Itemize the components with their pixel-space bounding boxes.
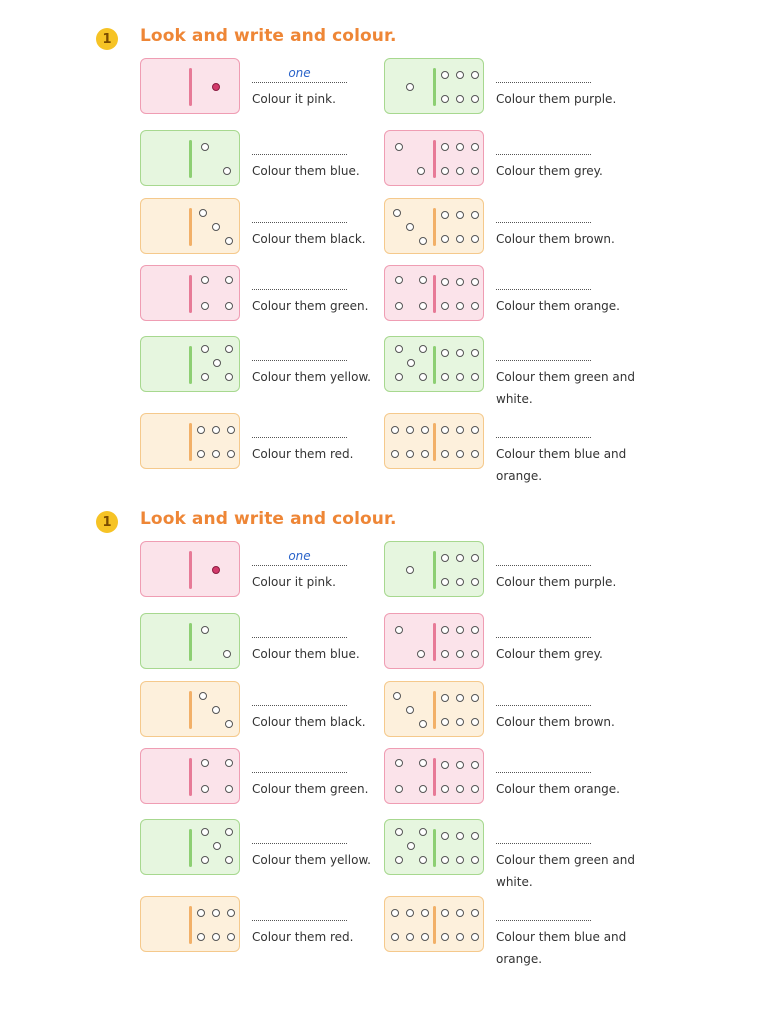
domino-divider — [189, 423, 192, 461]
answer-line[interactable]: one — [252, 66, 347, 83]
exercise-section — [0, 483, 768, 966]
domino-pip — [225, 373, 233, 381]
domino-pip — [395, 785, 403, 793]
domino-pip — [441, 302, 449, 310]
domino-pip — [406, 426, 414, 434]
domino-pip — [419, 237, 427, 245]
domino-divider — [189, 140, 192, 178]
domino-pip — [471, 650, 479, 658]
domino-pip — [419, 828, 427, 836]
domino-divider — [433, 423, 436, 461]
domino-item — [384, 748, 644, 818]
colour-instruction: Colour them blue. — [252, 164, 360, 178]
domino-pip — [395, 143, 403, 151]
domino-tile[interactable] — [140, 819, 240, 875]
domino-pip — [395, 856, 403, 864]
answer-line[interactable] — [496, 904, 591, 921]
answer-line[interactable] — [252, 206, 347, 223]
domino-divider — [433, 346, 436, 384]
domino-divider — [433, 275, 436, 313]
domino-pip — [456, 785, 464, 793]
domino-tile[interactable] — [140, 336, 240, 392]
domino-pip — [197, 426, 205, 434]
domino-item — [384, 265, 644, 335]
domino-pip — [406, 83, 414, 91]
domino-item — [140, 336, 400, 406]
domino-pip — [395, 302, 403, 310]
domino-pip — [199, 209, 207, 217]
domino-pip — [441, 554, 449, 562]
colour-instruction: Colour them green. — [252, 299, 369, 313]
exercise-title: Look and write and colour. — [140, 509, 397, 529]
domino-pip — [223, 167, 231, 175]
domino-pip — [441, 718, 449, 726]
domino-pip — [225, 237, 233, 245]
domino-item — [384, 896, 644, 966]
domino-pip — [223, 650, 231, 658]
answer-line[interactable] — [496, 206, 591, 223]
domino-pip — [471, 167, 479, 175]
domino-pip — [471, 785, 479, 793]
domino-divider — [433, 829, 436, 867]
domino-divider — [189, 906, 192, 944]
domino-pip — [441, 143, 449, 151]
domino-pip — [225, 856, 233, 864]
domino-pip — [417, 167, 425, 175]
domino-pip — [441, 373, 449, 381]
colour-instruction: Colour them red. — [252, 447, 354, 461]
domino-pip — [419, 856, 427, 864]
domino-item — [384, 198, 644, 268]
colour-instruction: Colour them red. — [252, 930, 354, 944]
colour-instruction: Colour them blue and orange. — [496, 930, 627, 966]
domino-pip — [201, 785, 209, 793]
colour-instruction: Colour them orange. — [496, 782, 620, 796]
answer-line[interactable] — [252, 344, 347, 361]
domino-pip — [456, 718, 464, 726]
domino-tile[interactable] — [384, 896, 484, 952]
domino-item — [384, 336, 644, 406]
domino-pip — [419, 345, 427, 353]
domino-divider — [433, 551, 436, 589]
domino-pip — [456, 373, 464, 381]
domino-pip — [201, 143, 209, 151]
domino-pip — [471, 554, 479, 562]
domino-item — [140, 541, 400, 611]
domino-item — [140, 413, 400, 483]
domino-item — [140, 130, 400, 200]
domino-pip — [456, 167, 464, 175]
domino-pip — [201, 373, 209, 381]
domino-pip — [456, 426, 464, 434]
domino-pip — [471, 278, 479, 286]
colour-instruction: Colour them green. — [252, 782, 369, 796]
domino-pip — [421, 426, 429, 434]
domino-pip — [456, 71, 464, 79]
domino-pip — [456, 554, 464, 562]
domino-pip — [406, 450, 414, 458]
colour-instruction: Colour them brown. — [496, 715, 615, 729]
answer-line[interactable] — [496, 273, 591, 290]
answer-line[interactable] — [496, 621, 591, 638]
domino-divider — [189, 829, 192, 867]
domino-pip — [212, 909, 220, 917]
domino-tile[interactable] — [140, 681, 240, 737]
domino-pip — [441, 71, 449, 79]
answer-line[interactable] — [252, 273, 347, 290]
domino-pip — [393, 209, 401, 217]
exercise-number-badge: 1 — [96, 28, 118, 50]
domino-pip — [441, 761, 449, 769]
domino-pip — [441, 235, 449, 243]
answer-line[interactable] — [252, 904, 347, 921]
domino-item — [384, 413, 644, 483]
domino-pip — [471, 909, 479, 917]
domino-pip — [225, 759, 233, 767]
domino-pip — [393, 692, 401, 700]
domino-pip — [441, 650, 449, 658]
domino-pip — [213, 842, 221, 850]
domino-pip — [213, 359, 221, 367]
domino-pip — [471, 856, 479, 864]
domino-divider — [433, 68, 436, 106]
domino-tile[interactable] — [384, 413, 484, 469]
domino-pip — [441, 832, 449, 840]
domino-item — [140, 265, 400, 335]
domino-item — [140, 198, 400, 268]
domino-pip — [225, 785, 233, 793]
domino-pip — [456, 933, 464, 941]
domino-pip — [441, 626, 449, 634]
domino-tile[interactable] — [384, 613, 484, 669]
domino-tile[interactable] — [384, 819, 484, 875]
domino-pip — [406, 223, 414, 231]
domino-pip — [471, 349, 479, 357]
domino-divider — [189, 758, 192, 796]
domino-pip — [456, 235, 464, 243]
domino-item — [140, 819, 400, 889]
domino-pip — [456, 650, 464, 658]
domino-pip — [456, 909, 464, 917]
domino-pip — [212, 83, 220, 91]
colour-instruction: Colour them yellow. — [252, 370, 371, 384]
domino-tile[interactable] — [384, 541, 484, 597]
domino-pip — [406, 566, 414, 574]
domino-divider — [189, 68, 192, 106]
answer-line[interactable] — [496, 689, 591, 706]
answer-line[interactable] — [496, 66, 591, 83]
domino-divider — [433, 140, 436, 178]
domino-tile[interactable] — [384, 748, 484, 804]
domino-tile[interactable] — [384, 336, 484, 392]
domino-pip — [421, 933, 429, 941]
domino-pip — [212, 450, 220, 458]
domino-item — [384, 613, 644, 683]
domino-tile[interactable] — [140, 541, 240, 597]
domino-pip — [441, 450, 449, 458]
domino-pip — [441, 856, 449, 864]
domino-pip — [212, 706, 220, 714]
colour-instruction: Colour them blue and orange. — [496, 447, 627, 483]
domino-pip — [456, 302, 464, 310]
colour-instruction: Colour them purple. — [496, 575, 617, 589]
domino-pip — [471, 761, 479, 769]
exercise-number-badge: 1 — [96, 511, 118, 533]
domino-item — [140, 613, 400, 683]
colour-instruction: Colour them blue. — [252, 647, 360, 661]
answer-line[interactable] — [496, 549, 591, 566]
domino-pip — [471, 143, 479, 151]
domino-pip — [199, 692, 207, 700]
domino-pip — [212, 933, 220, 941]
domino-item — [140, 681, 400, 751]
domino-pip — [456, 95, 464, 103]
domino-pip — [406, 706, 414, 714]
domino-pip — [441, 694, 449, 702]
domino-pip — [471, 933, 479, 941]
domino-pip — [456, 856, 464, 864]
domino-tile[interactable] — [384, 130, 484, 186]
domino-pip — [456, 578, 464, 586]
domino-pip — [406, 909, 414, 917]
domino-pip — [471, 626, 479, 634]
domino-pip — [197, 450, 205, 458]
domino-tile[interactable] — [140, 413, 240, 469]
domino-pip — [395, 345, 403, 353]
domino-pip — [227, 426, 235, 434]
domino-pip — [225, 276, 233, 284]
domino-pip — [441, 578, 449, 586]
colour-instruction: Colour them green and white. — [496, 370, 635, 406]
domino-divider — [189, 691, 192, 729]
domino-pip — [395, 373, 403, 381]
domino-divider — [189, 346, 192, 384]
domino-pip — [419, 759, 427, 767]
domino-item — [384, 681, 644, 751]
domino-pip — [391, 450, 399, 458]
domino-pip — [441, 349, 449, 357]
domino-pip — [201, 759, 209, 767]
domino-pip — [419, 373, 427, 381]
domino-pip — [441, 909, 449, 917]
domino-item — [140, 748, 400, 818]
domino-tile[interactable] — [140, 130, 240, 186]
domino-pip — [225, 302, 233, 310]
domino-divider — [433, 208, 436, 246]
domino-pip — [201, 302, 209, 310]
colour-instruction: Colour them purple. — [496, 92, 617, 106]
domino-pip — [456, 278, 464, 286]
domino-pip — [441, 211, 449, 219]
domino-tile[interactable] — [140, 198, 240, 254]
domino-tile[interactable] — [384, 681, 484, 737]
exercise-section — [0, 0, 768, 483]
domino-pip — [471, 235, 479, 243]
domino-item — [384, 541, 644, 611]
answer-line[interactable] — [496, 344, 591, 361]
colour-instruction: Colour them black. — [252, 232, 366, 246]
domino-pip — [391, 909, 399, 917]
domino-pip — [419, 302, 427, 310]
domino-pip — [212, 426, 220, 434]
domino-tile[interactable] — [140, 748, 240, 804]
domino-tile[interactable] — [384, 198, 484, 254]
domino-pip — [441, 785, 449, 793]
domino-item — [384, 819, 644, 889]
domino-divider — [433, 758, 436, 796]
domino-divider — [433, 906, 436, 944]
answer-line[interactable] — [252, 621, 347, 638]
colour-instruction: Colour them grey. — [496, 647, 603, 661]
domino-pip — [407, 842, 415, 850]
domino-divider — [189, 275, 192, 313]
domino-pip — [441, 933, 449, 941]
domino-pip — [201, 276, 209, 284]
domino-pip — [421, 450, 429, 458]
domino-tile[interactable] — [384, 265, 484, 321]
answer-line[interactable] — [496, 421, 591, 438]
domino-pip — [391, 426, 399, 434]
colour-instruction: Colour them brown. — [496, 232, 615, 246]
domino-pip — [441, 95, 449, 103]
domino-tile[interactable] — [140, 58, 240, 114]
domino-pip — [471, 302, 479, 310]
answer-line[interactable] — [252, 421, 347, 438]
domino-pip — [197, 909, 205, 917]
domino-pip — [456, 626, 464, 634]
domino-pip — [227, 909, 235, 917]
domino-pip — [201, 626, 209, 634]
domino-item — [384, 58, 644, 128]
domino-pip — [197, 933, 205, 941]
answer-line[interactable]: one — [252, 549, 347, 566]
colour-instruction: Colour them orange. — [496, 299, 620, 313]
domino-pip — [395, 276, 403, 284]
domino-divider — [433, 623, 436, 661]
domino-pip — [419, 720, 427, 728]
domino-pip — [471, 426, 479, 434]
domino-item — [140, 896, 400, 966]
domino-item — [140, 58, 400, 128]
colour-instruction: Colour them green and white. — [496, 853, 635, 889]
domino-pip — [225, 720, 233, 728]
domino-pip — [471, 95, 479, 103]
domino-pip — [441, 426, 449, 434]
domino-pip — [471, 832, 479, 840]
colour-instruction: Colour them yellow. — [252, 853, 371, 867]
domino-pip — [456, 761, 464, 769]
domino-pip — [201, 856, 209, 864]
domino-pip — [395, 828, 403, 836]
answer-line[interactable] — [496, 756, 591, 773]
domino-pip — [227, 450, 235, 458]
domino-item — [384, 130, 644, 200]
domino-pip — [456, 349, 464, 357]
domino-pip — [212, 223, 220, 231]
domino-divider — [433, 691, 436, 729]
colour-instruction: Colour it pink. — [252, 92, 336, 106]
domino-pip — [407, 359, 415, 367]
domino-pip — [471, 373, 479, 381]
domino-pip — [225, 828, 233, 836]
domino-pip — [201, 828, 209, 836]
domino-pip — [441, 278, 449, 286]
domino-tile[interactable] — [140, 613, 240, 669]
domino-pip — [225, 345, 233, 353]
domino-pip — [471, 211, 479, 219]
answer-line[interactable] — [252, 689, 347, 706]
domino-pip — [417, 650, 425, 658]
domino-pip — [391, 933, 399, 941]
domino-pip — [471, 578, 479, 586]
domino-pip — [227, 933, 235, 941]
domino-pip — [471, 694, 479, 702]
domino-tile[interactable] — [140, 265, 240, 321]
domino-pip — [395, 626, 403, 634]
domino-pip — [421, 909, 429, 917]
domino-pip — [471, 718, 479, 726]
domino-pip — [456, 694, 464, 702]
domino-divider — [189, 551, 192, 589]
domino-pip — [456, 143, 464, 151]
colour-instruction: Colour it pink. — [252, 575, 336, 589]
domino-pip — [419, 276, 427, 284]
domino-pip — [471, 71, 479, 79]
domino-pip — [471, 450, 479, 458]
exercise-title: Look and write and colour. — [140, 26, 397, 46]
domino-pip — [406, 933, 414, 941]
answer-line[interactable] — [252, 827, 347, 844]
answer-line[interactable] — [496, 138, 591, 155]
answer-line[interactable] — [252, 138, 347, 155]
answer-line[interactable] — [252, 756, 347, 773]
domino-pip — [395, 759, 403, 767]
answer-line[interactable] — [496, 827, 591, 844]
domino-tile[interactable] — [140, 896, 240, 952]
domino-divider — [189, 208, 192, 246]
domino-pip — [201, 345, 209, 353]
domino-divider — [189, 623, 192, 661]
domino-pip — [212, 566, 220, 574]
colour-instruction: Colour them grey. — [496, 164, 603, 178]
domino-pip — [419, 785, 427, 793]
colour-instruction: Colour them black. — [252, 715, 366, 729]
domino-pip — [456, 211, 464, 219]
domino-tile[interactable] — [384, 58, 484, 114]
domino-pip — [441, 167, 449, 175]
domino-pip — [456, 450, 464, 458]
domino-pip — [456, 832, 464, 840]
